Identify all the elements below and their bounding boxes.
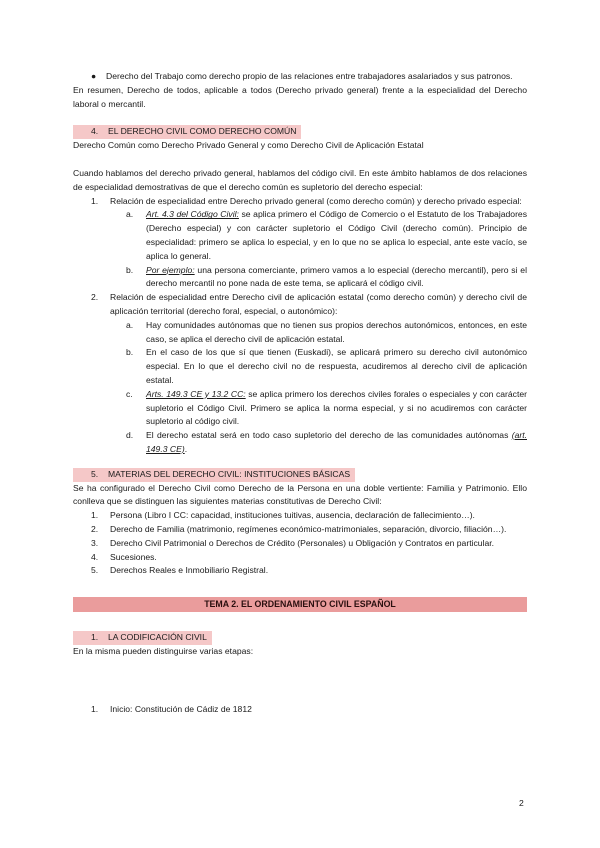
page-content	[73, 70, 527, 716]
section5-heading	[73, 468, 527, 482]
s5-item-3-marker: 3.	[91, 537, 99, 548]
s4-item-1b-ref: Por ejemplo:	[146, 264, 195, 275]
s4-item-2d-tail: .	[184, 443, 188, 454]
s4-item-2c-marker: c.	[126, 388, 133, 399]
page-number: 2	[519, 798, 524, 808]
s4-item-1a	[73, 208, 527, 263]
s4-item-2d-text: El derecho estatal será en todo caso supletorio del derecho de las comunidades autónomas	[146, 430, 512, 441]
tema2-stage-1-text: Inicio: Constitución de Cádiz de 1812	[110, 703, 252, 714]
s5-item-2-text: Derecho de Familia (matrimonio, regímenes económico-matrimoniales, separación, divorcio, filiación…).	[110, 523, 507, 534]
s5-item-5-text: Derechos Reales e Inmobiliario Registral.	[110, 565, 269, 576]
s4-item-2c-ref: Arts. 149.3 CE y 13.2 CC:	[146, 388, 246, 399]
s4-item-2a-text: Hay comunidades autónomas que no tienen sus propios derechos autonómicos, entonces, en este caso, se aplica el derecho civil de aplicación estatal.	[146, 319, 527, 344]
s4-item-2a	[73, 319, 527, 347]
s4-item-2d	[73, 429, 527, 457]
section5-title: MATERIAS DEL DERECHO CIVIL: INSTITUCIONES BÁSICAS	[108, 468, 351, 479]
s5-item-4-marker: 4.	[91, 551, 99, 562]
s5-item-3-text: Derecho Civil Patrimonial o Derechos de Crédito (Personales) u Obligación y Contratos en particular.	[110, 537, 495, 548]
tema2-title-band: TEMA 2. EL ORDENAMIENTO CIVIL ESPAÑOL	[73, 597, 527, 612]
intro-bullet-text: Derecho del Trabajo como derecho propio de las relaciones entre trabajadores asalariados y sus patronos.	[106, 71, 513, 81]
s4-item-1-text: Relación de especialidad entre Derecho privado general (como derecho común) y derecho privado especial:	[110, 195, 522, 206]
s4-item-2-text: Relación de especialidad entre Derecho civil de aplicación estatal (como derecho común) y derecho civil de aplicación territorial (derecho foral, especial, o autonómico):	[110, 292, 527, 316]
s4-item-2c-text: se aplica primero los derechos civiles forales o especiales y con carácter supletorio el Código Civil. Primero se aplica la norma especial, y si no acudiremos con carácter supletorio al código civil.	[146, 388, 527, 427]
section4-subtitle: Derecho Común como Derecho Privado General y como Derecho Civil de Aplicación Estatal	[73, 140, 424, 151]
s5-item-4	[73, 551, 527, 565]
s4-item-1a-marker: a.	[126, 209, 134, 220]
section4-title: EL DERECHO CIVIL COMO DERECHO COMÚN	[108, 126, 297, 137]
tema2-stage-1-marker: 1.	[91, 703, 99, 714]
s5-item-2-marker: 2.	[91, 523, 99, 534]
s4-item-1	[73, 195, 527, 209]
s5-item-5-marker: 5.	[91, 565, 99, 576]
s4-item-2b-marker: b.	[126, 347, 134, 358]
section4-intro: Cuando hablamos del derecho privado general, hablamos del código civil. En este ámbito hablamos de dos relaciones de especialidad demostrativas de que el derecho común es supletorio del derecho especial:	[73, 167, 527, 192]
s4-item-2d-ref: (art. 149.3 CE)	[146, 430, 527, 454]
s4-item-2a-marker: a.	[126, 319, 134, 330]
bullet-marker: ●	[91, 71, 97, 81]
s4-item-2d-marker: d.	[126, 430, 134, 441]
s4-item-1b	[73, 264, 527, 292]
s5-item-1	[73, 509, 527, 523]
s4-item-2c	[73, 388, 527, 429]
intro-bullet-item	[91, 70, 527, 84]
tema2-section1-heading	[73, 631, 527, 645]
tema2-section1-number: 1.	[91, 632, 99, 643]
intro-summary: En resumen, Derecho de todos, aplicable a todos (Derecho privado general) frente a la especialidad del Derecho laboral o mercantil.	[73, 84, 527, 109]
tema2-section1-title: LA CODIFICACIÓN CIVIL	[108, 632, 207, 643]
section5-number: 5.	[91, 468, 99, 479]
s4-item-2	[73, 291, 527, 319]
section5-intro: Se ha configurado el Derecho Civil como Derecho de la Persona en una doble vertiente: Familia y Patrimonio. Ello conlleva que se distinguen las siguientes materias constitutivas de Derecho Civil:	[73, 482, 527, 507]
s5-item-1-marker: 1.	[91, 510, 99, 521]
tema2-stage-1	[73, 703, 527, 717]
s4-item-1a-text: se aplica primero el Código de Comercio o el Estatuto de los Trabajadores (Derecho especial) y con carácter supletorio el Código Civil (derecho común). Principio de especialidad: primero se aplica lo especial, y en lo que no se aplica lo especial, ante este vacío, se aplica lo general.	[146, 209, 528, 261]
section4-number: 4.	[91, 126, 99, 137]
s4-item-1a-ref: Art. 4.3 del Código Civil:	[146, 209, 239, 220]
s4-item-2b	[73, 346, 527, 387]
s4-item-2b-text: En el caso de los que sí que tienen (Euskadi), se aplicará primero su derecho civil autonómico especial. En lo que el derecho civil no de respuesta, acudiremos al derecho civil de aplicación estatal.	[146, 347, 527, 385]
s5-item-2	[73, 523, 527, 537]
s5-item-1-text: Persona (Libro I CC: capacidad, instituciones tuitivas, ausencia, declaración de fallecimiento…).	[110, 510, 475, 521]
s4-item-1-marker: 1.	[91, 195, 99, 206]
s5-item-3	[73, 537, 527, 551]
section4-heading	[73, 125, 527, 139]
tema2-section1-intro: En la misma pueden distinguirse varias etapas:	[73, 645, 254, 656]
s5-item-5	[73, 564, 527, 578]
s4-item-1b-marker: b.	[126, 264, 134, 275]
s5-item-4-text: Sucesiones.	[110, 551, 157, 562]
s4-item-1b-text: una persona comerciante, primero vamos a lo especial (derecho mercantil), pero si el derecho mercantil no pone nada de este tema, se aplicará el código civil.	[146, 264, 527, 289]
s4-item-2-marker: 2.	[91, 292, 99, 303]
